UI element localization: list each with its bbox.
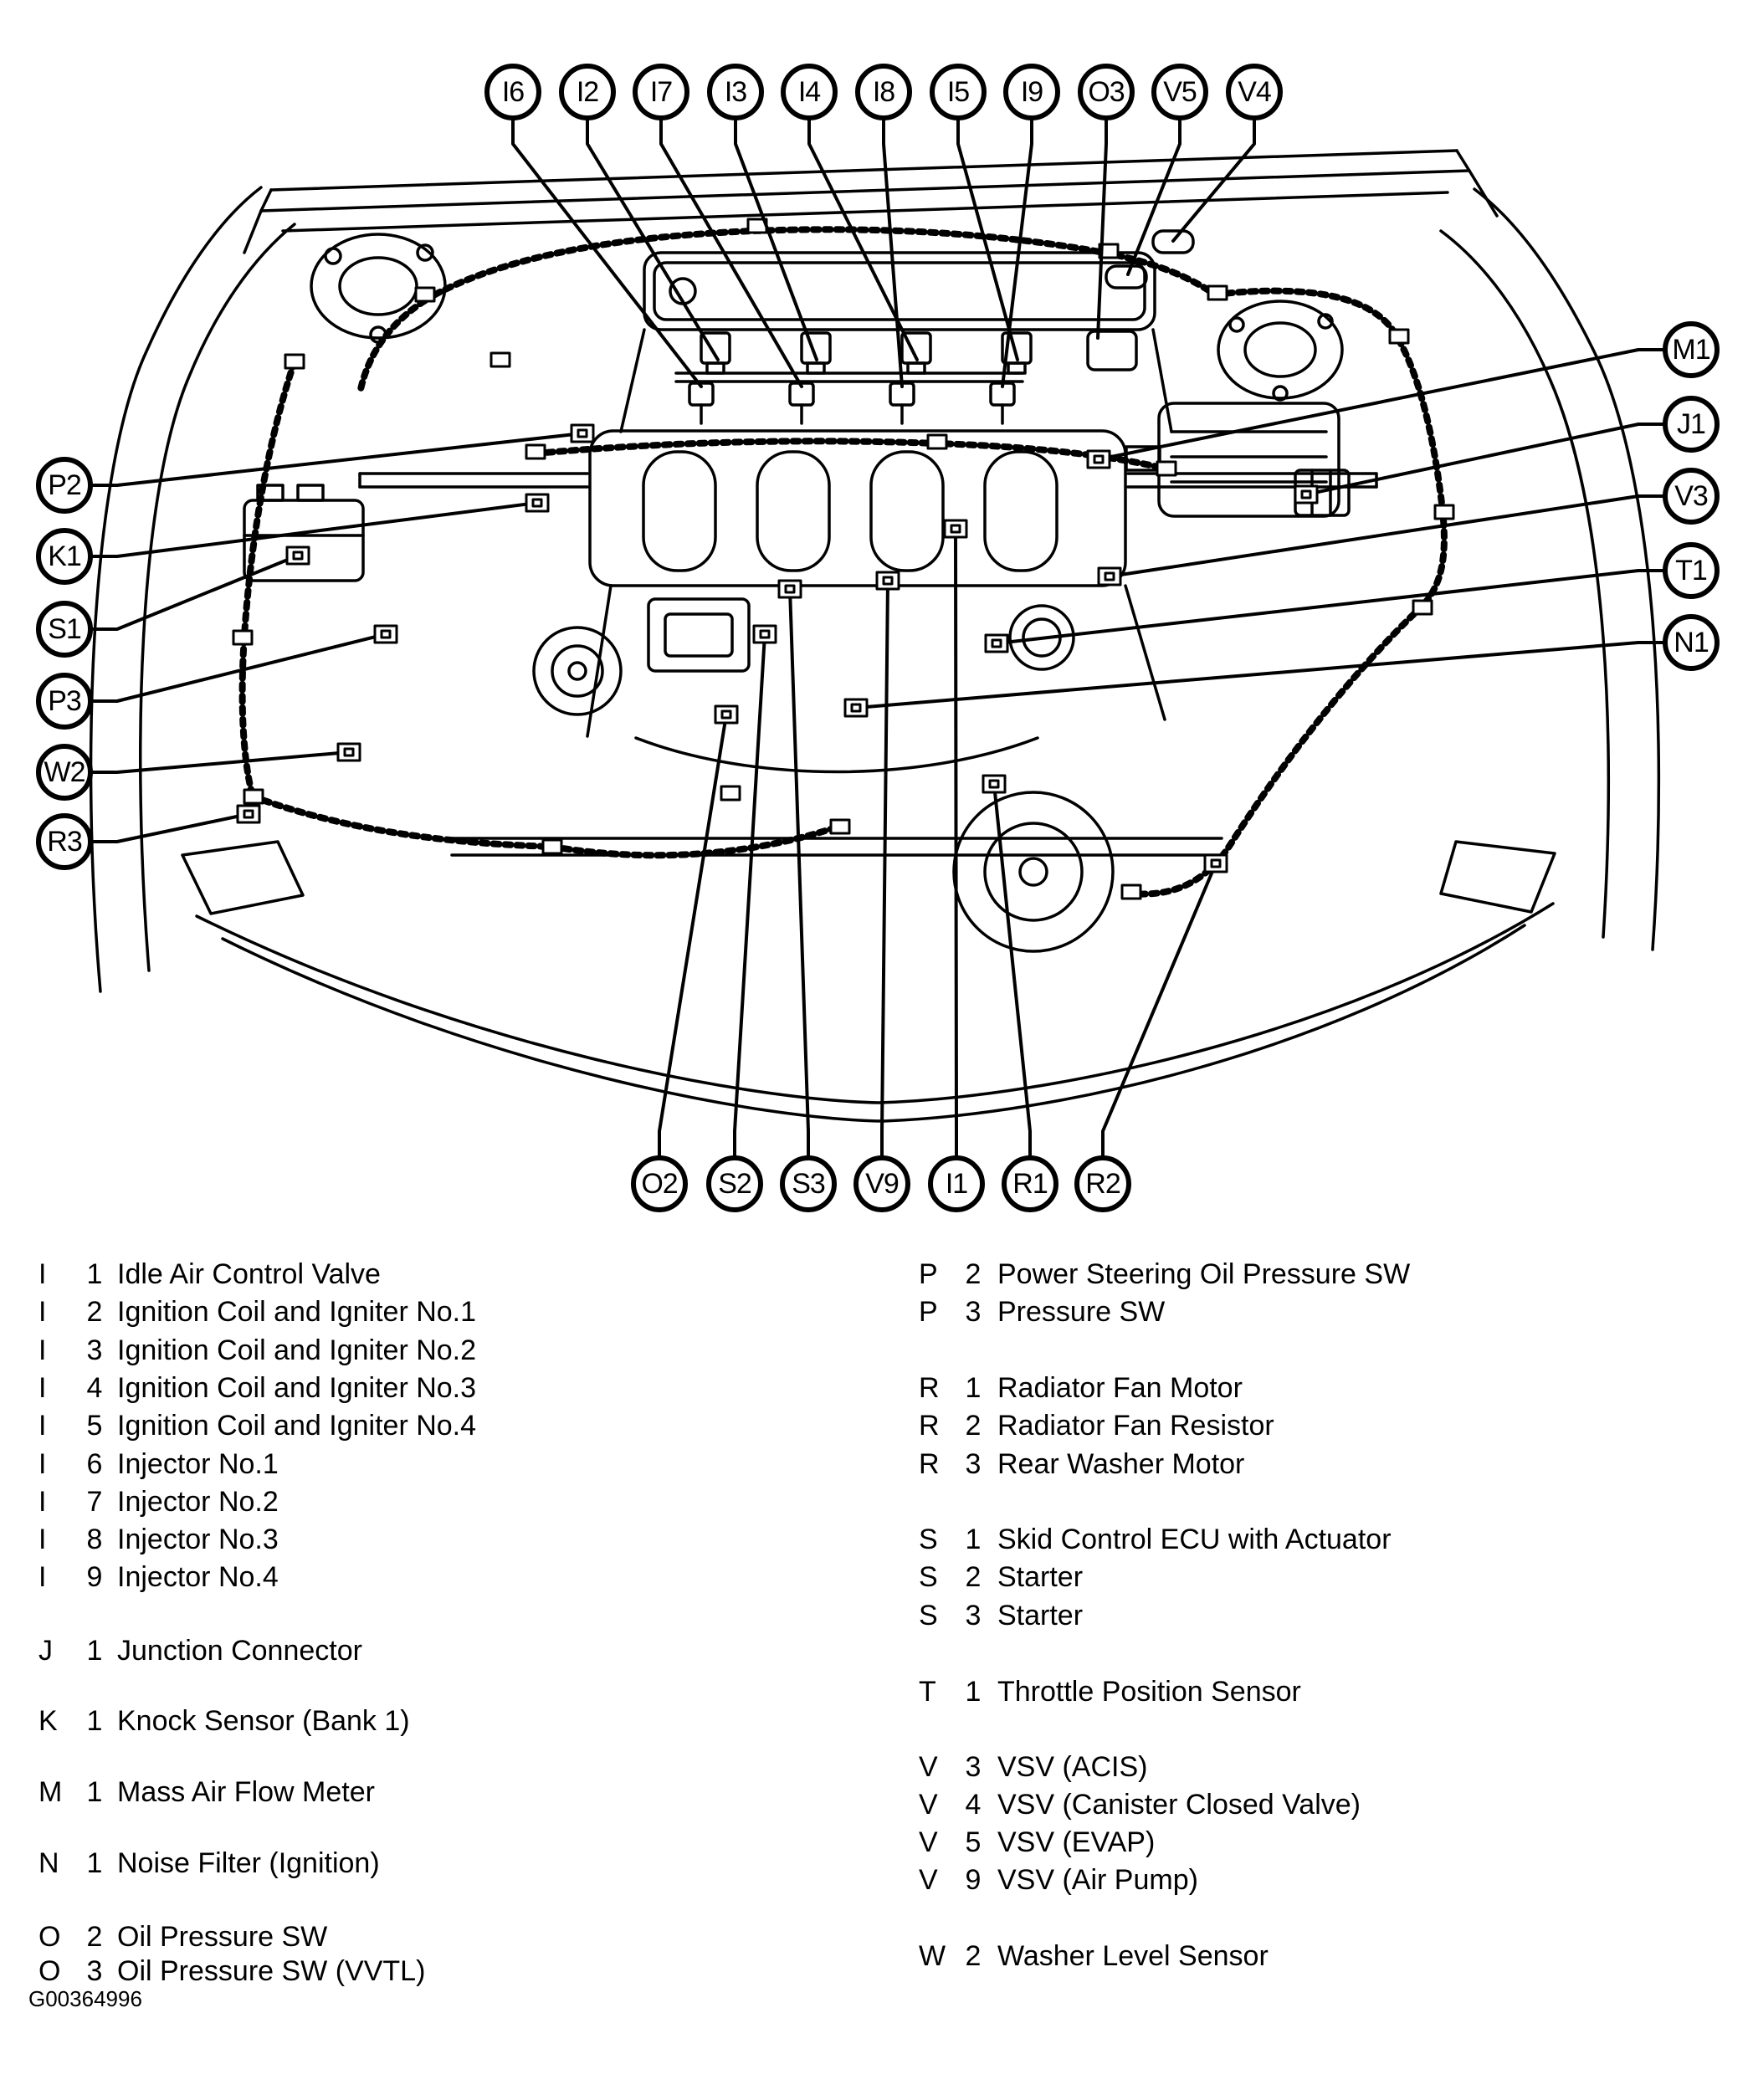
- right-strut-tower: [1218, 301, 1342, 400]
- legend-number: 8: [86, 1524, 103, 1555]
- callout-i5: [930, 64, 987, 120]
- legend-number: 2: [965, 1561, 982, 1593]
- callout-label: R3: [47, 825, 82, 858]
- callout-r3: [36, 813, 93, 870]
- legend-desc: Rear Washer Motor: [997, 1448, 1245, 1480]
- legend-row: [0, 1294, 1753, 1329]
- legend-letter: V: [919, 1789, 938, 1821]
- callout-v9: [853, 1155, 910, 1212]
- legend-number: 4: [86, 1372, 103, 1404]
- radiator-fan: [954, 792, 1113, 951]
- legend-number: 1: [86, 1258, 103, 1290]
- callout-label: T1: [1675, 554, 1707, 586]
- legend-letter: N: [38, 1847, 59, 1879]
- legend-letter: R: [919, 1410, 940, 1442]
- callout-p3: [36, 673, 93, 730]
- legend-letter: P: [919, 1258, 938, 1290]
- callout-label: I2: [576, 75, 599, 108]
- legend-desc: Injector No.2: [117, 1486, 279, 1518]
- legend-number: 6: [86, 1448, 103, 1480]
- callout-o3: [1078, 64, 1135, 120]
- callout-label: V3: [1674, 479, 1708, 512]
- legend-desc: Knock Sensor (Bank 1): [117, 1705, 410, 1737]
- fuel-rail-and-injectors: [676, 373, 1023, 423]
- legend-desc: Ignition Coil and Igniter No.1: [117, 1296, 477, 1328]
- callout-o2: [631, 1155, 688, 1212]
- legend-number: 3: [965, 1751, 982, 1783]
- legend-letter: I: [38, 1296, 47, 1328]
- callout-v5: [1151, 64, 1208, 120]
- legend-number: 1: [86, 1847, 103, 1879]
- legend-desc: Washer Level Sensor: [997, 1940, 1269, 1972]
- legend-desc: Pressure SW: [997, 1296, 1166, 1328]
- legend-row: [0, 1825, 1753, 1860]
- legend-desc: Throttle Position Sensor: [997, 1676, 1301, 1708]
- legend-letter: O: [38, 1955, 61, 1987]
- legend-desc: Idle Air Control Valve: [117, 1258, 381, 1290]
- callout-v4: [1226, 64, 1283, 120]
- legend-number: 4: [965, 1789, 982, 1821]
- callout-p2: [36, 457, 93, 514]
- legend-letter: R: [919, 1372, 940, 1404]
- legend-row: [0, 1633, 1753, 1668]
- harness-connectors: [233, 219, 1453, 899]
- callout-label: I1: [945, 1167, 968, 1200]
- callout-label: N1: [1674, 626, 1709, 658]
- legend-desc: Radiator Fan Resistor: [997, 1410, 1274, 1442]
- legend-desc: Noise Filter (Ignition): [117, 1847, 380, 1879]
- legend-number: 3: [86, 1334, 103, 1366]
- callout-i6: [484, 64, 541, 120]
- legend-letter: I: [38, 1372, 47, 1404]
- legend-desc: Injector No.3: [117, 1524, 279, 1555]
- callout-label: S1: [48, 612, 81, 645]
- legend-letter: V: [919, 1826, 938, 1858]
- callout-label: I8: [872, 75, 895, 108]
- callout-n1: [1663, 614, 1720, 671]
- callout-i3: [707, 64, 764, 120]
- legend-desc: Ignition Coil and Igniter No.3: [117, 1372, 477, 1404]
- callout-m1: [1663, 321, 1720, 378]
- legend-desc: VSV (EVAP): [997, 1826, 1156, 1858]
- car-body-outline: [91, 151, 1659, 1121]
- legend-desc: Injector No.4: [117, 1561, 279, 1593]
- leader-lines: [93, 120, 1663, 1155]
- legend-letter: V: [919, 1864, 938, 1896]
- legend-desc: VSV (Canister Closed Valve): [997, 1789, 1361, 1821]
- callout-label: O2: [641, 1167, 678, 1200]
- legend-number: 9: [86, 1561, 103, 1593]
- legend-number: 5: [86, 1410, 103, 1442]
- legend-letter: W: [919, 1940, 946, 1972]
- legend-row: [0, 1522, 1753, 1557]
- leader-target-connectors: [238, 425, 1317, 872]
- legend-number: 2: [965, 1410, 982, 1442]
- callout-label: P2: [48, 469, 81, 501]
- legend-number: 1: [965, 1372, 982, 1404]
- legend-letter: K: [38, 1705, 58, 1737]
- callout-r1: [1002, 1155, 1058, 1212]
- legend-desc: VSV (Air Pump): [997, 1864, 1198, 1896]
- callout-label: I5: [946, 75, 970, 108]
- legend-number: 3: [965, 1296, 982, 1328]
- callout-label: P3: [48, 684, 81, 717]
- callout-label: I4: [797, 75, 821, 108]
- legend-desc: Power Steering Oil Pressure SW: [997, 1258, 1411, 1290]
- crank-pulley: [534, 627, 621, 715]
- legend-letter: M: [38, 1776, 63, 1808]
- legend-number: 2: [965, 1940, 982, 1972]
- legend-letter: J: [38, 1635, 53, 1667]
- callout-j1: [1663, 396, 1720, 453]
- callout-v3: [1663, 468, 1720, 525]
- legend-row: [0, 1370, 1753, 1406]
- legend-desc: Oil Pressure SW: [117, 1921, 328, 1953]
- callout-s1: [36, 601, 93, 658]
- legend-letter: I: [38, 1524, 47, 1555]
- legend-number: 1: [965, 1676, 982, 1708]
- legend-number: 9: [965, 1864, 982, 1896]
- legend-row: [0, 1447, 1753, 1482]
- legend-letter: V: [919, 1751, 938, 1783]
- callout-label: M1: [1672, 333, 1710, 366]
- legend-desc: Junction Connector: [117, 1635, 362, 1667]
- legend-desc: VSV (ACIS): [997, 1751, 1148, 1783]
- callout-w2: [36, 744, 93, 801]
- legend-number: 1: [86, 1635, 103, 1667]
- callout-k1: [36, 528, 93, 585]
- legend-number: 3: [965, 1448, 982, 1480]
- callout-label: O3: [1088, 75, 1125, 108]
- callout-label: R1: [1012, 1167, 1048, 1200]
- legend-letter: O: [38, 1921, 61, 1953]
- legend-number: 1: [86, 1776, 103, 1808]
- legend-desc: Injector No.1: [117, 1448, 279, 1480]
- legend-row: [0, 1674, 1753, 1709]
- callout-label: W2: [44, 755, 85, 788]
- callout-label: R2: [1085, 1167, 1120, 1200]
- legend-number: 3: [965, 1600, 982, 1631]
- legend-row: [0, 1257, 1753, 1292]
- legend-desc: Starter: [997, 1600, 1084, 1631]
- callout-i2: [559, 64, 616, 120]
- legend-letter: S: [919, 1600, 938, 1631]
- legend-desc: Starter: [997, 1561, 1084, 1593]
- legend-row: [0, 1408, 1753, 1443]
- legend-letter: S: [919, 1524, 938, 1555]
- legend-desc: Ignition Coil and Igniter No.4: [117, 1410, 477, 1442]
- legend-letter: I: [38, 1448, 47, 1480]
- legend-number: 2: [86, 1921, 103, 1953]
- ignition-coil-connectors: [701, 333, 1031, 373]
- legend-row: [0, 1484, 1753, 1519]
- callout-i1: [928, 1155, 985, 1212]
- callout-label: J1: [1677, 407, 1705, 440]
- legend-row: [0, 1598, 1753, 1633]
- legend-desc: Oil Pressure SW (VVTL): [117, 1955, 426, 1987]
- legend-number: 1: [86, 1705, 103, 1737]
- callout-s2: [706, 1155, 763, 1212]
- legend-number: 3: [86, 1955, 103, 1987]
- callout-i7: [633, 64, 689, 120]
- valve-cover: [644, 253, 1155, 330]
- callout-r2: [1074, 1155, 1131, 1212]
- legend-letter: I: [38, 1334, 47, 1366]
- callout-label: K1: [48, 540, 81, 572]
- callout-i4: [781, 64, 838, 120]
- callout-label: I7: [649, 75, 673, 108]
- legend-row: [0, 1333, 1753, 1368]
- callout-label: I9: [1020, 75, 1043, 108]
- radiator-support: [360, 474, 1376, 671]
- legend-desc: Ignition Coil and Igniter No.2: [117, 1334, 477, 1366]
- callout-label: V9: [865, 1167, 899, 1200]
- legend-letter: I: [38, 1410, 47, 1442]
- legend-letter: I: [38, 1561, 47, 1593]
- legend-number: 2: [965, 1258, 982, 1290]
- legend-letter: I: [38, 1486, 47, 1518]
- legend-desc: Radiator Fan Motor: [997, 1372, 1243, 1404]
- legend-letter: T: [919, 1676, 936, 1708]
- legend-letter: S: [919, 1561, 938, 1593]
- legend-row: [0, 1787, 1753, 1822]
- callout-label: I3: [724, 75, 747, 108]
- legend-number: 1: [965, 1524, 982, 1555]
- intake-manifold: [590, 330, 1171, 586]
- callout-t1: [1663, 542, 1720, 599]
- oil-pressure-switch-vvtl: [1088, 331, 1136, 370]
- legend-letter: I: [38, 1258, 47, 1290]
- legend-letter: R: [919, 1448, 940, 1480]
- callout-i9: [1003, 64, 1060, 120]
- legend-row: [0, 1939, 1753, 1974]
- callout-s3: [780, 1155, 837, 1212]
- callout-i8: [855, 64, 912, 120]
- legend-row: [0, 1749, 1753, 1785]
- legend-row: [0, 1560, 1753, 1595]
- legend-desc: Mass Air Flow Meter: [117, 1776, 375, 1808]
- callout-label: V5: [1163, 75, 1197, 108]
- callout-label: S3: [792, 1167, 825, 1200]
- figure-id: G00364996: [28, 1986, 142, 2011]
- legend-number: 5: [965, 1826, 982, 1858]
- callout-label: S2: [718, 1167, 751, 1200]
- legend-desc: Skid Control ECU with Actuator: [997, 1524, 1392, 1555]
- legend-number: 7: [86, 1486, 103, 1518]
- legend-row: [0, 1862, 1753, 1898]
- legend-number: 2: [86, 1296, 103, 1328]
- callout-label: I6: [501, 75, 525, 108]
- legend-letter: P: [919, 1296, 938, 1328]
- callout-label: V4: [1238, 75, 1271, 108]
